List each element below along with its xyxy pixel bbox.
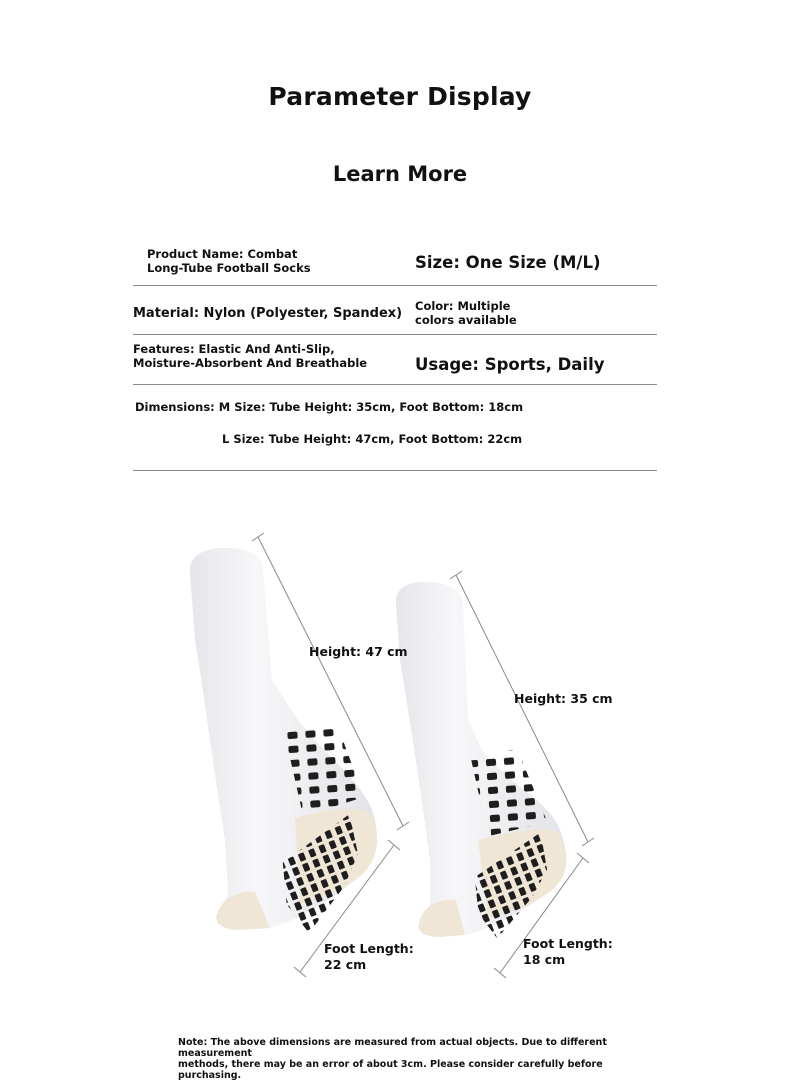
large-sock xyxy=(190,548,385,937)
small-sock xyxy=(396,582,572,941)
features-value xyxy=(133,343,367,371)
product-name-line2: Long-Tube Football Socks xyxy=(147,260,311,275)
small-foot-line2: 18 cm xyxy=(523,951,566,967)
product-name xyxy=(147,248,311,276)
large-sock-foot-label xyxy=(324,941,414,972)
size-value: Size: One Size (M/L) xyxy=(415,253,601,272)
note-line2: methods, there may be an error of about 3cm. Please consider carefully before purchasing. xyxy=(178,1058,603,1081)
color-line2: colors available xyxy=(415,312,517,327)
large-foot-line1: Foot Length: xyxy=(324,941,414,956)
dimensions-m: Dimensions: M Size: Tube Height: 35cm, Foot Bottom: 18cm xyxy=(135,400,524,414)
color-value xyxy=(415,300,517,328)
small-foot-line1: Foot Length: xyxy=(523,936,613,951)
small-sock-foot-label xyxy=(523,936,613,967)
page-title: Parameter Display xyxy=(268,82,532,111)
sock-size-figure xyxy=(0,500,800,1020)
usage-value: Usage: Sports, Daily xyxy=(415,355,605,374)
material-value: Material: Nylon (Polyester, Spandex) xyxy=(133,306,403,321)
divider xyxy=(133,384,657,385)
measurement-note xyxy=(178,1038,658,1082)
large-foot-line2: 22 cm xyxy=(324,956,367,972)
dimensions-l: L Size: Tube Height: 47cm, Foot Bottom: 22cm xyxy=(222,432,523,446)
features-line2: Moisture-Absorbent And Breathable xyxy=(133,355,368,370)
product-name-line1: Product Name: Combat xyxy=(147,247,298,261)
divider xyxy=(133,285,657,286)
note-line1: Note: The above dimensions are measured from actual objects. Due to different measurement xyxy=(178,1037,607,1059)
large-sock-height-label: Height: 47 cm xyxy=(309,644,408,659)
divider xyxy=(133,470,657,471)
small-sock-height-label: Height: 35 cm xyxy=(514,691,613,706)
learn-more-heading: Learn More xyxy=(332,162,468,186)
features-line1: Features: Elastic And Anti-Slip, xyxy=(133,342,335,356)
divider xyxy=(133,334,657,335)
color-line1: Color: Multiple xyxy=(415,299,511,313)
